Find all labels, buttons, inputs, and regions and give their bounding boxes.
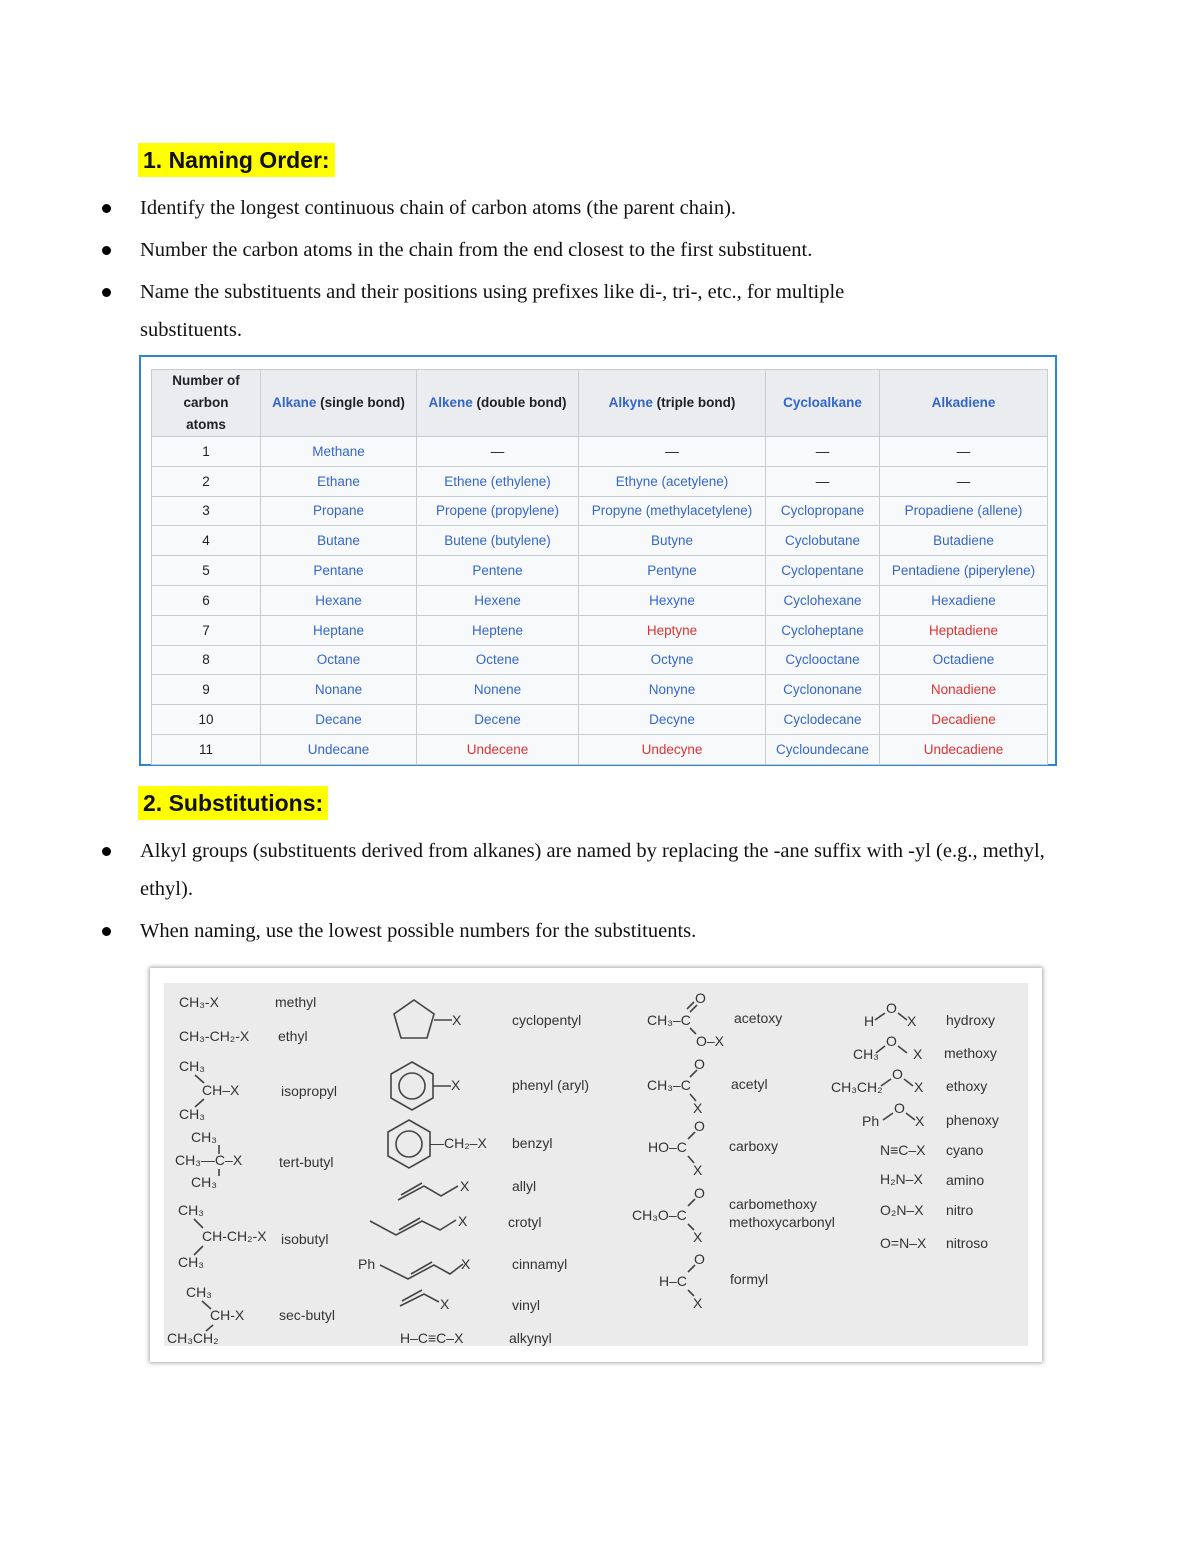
list-item: Number the carbon atoms in the chain from the end closest to the first substituent. [0,231,1100,269]
list-item: Name the substituents and their positions using prefixes like di-, tri-, etc., for multiple substituents. [0,273,1100,349]
formula-ethoxy-o: O [892,1066,903,1082]
substitutions-list [0,832,1100,950]
table-row [152,556,1048,586]
table-row [152,466,1048,496]
table-row [152,437,1048,467]
label-carboxy: carboxy [729,1138,779,1154]
table-row [152,585,1048,615]
compound-link-cell[interactable]: Pentadiene (piperylene) [880,556,1048,586]
formula-isobutyl-ch3-bottom: CH₃ [178,1254,204,1270]
compound-link-cell[interactable]: Decadiene [880,705,1048,735]
formula-carbomethoxy-core: CH₃O–C [632,1207,687,1223]
compound-link-cell[interactable]: Butyne [579,526,766,556]
formula-acetyl-x: X [693,1100,703,1116]
formula-phenoxy-x: X [915,1113,925,1129]
table-row [152,645,1048,675]
carbon-count-cell: 4 [152,526,261,556]
formula-nitroso: O=N–X [880,1235,927,1251]
compound-link-cell[interactable]: Cyclopentane [766,556,880,586]
table-row [152,705,1048,735]
compound-link-cell[interactable]: Hexene [417,585,579,615]
formula-tbutyl-ch3-bottom: CH₃ [191,1174,217,1190]
compound-link-cell[interactable]: Ethene (ethylene) [417,466,579,496]
list-item: When naming, use the lowest possible numbers for the substituents. [0,912,1100,950]
label-methoxy: methoxy [944,1045,997,1061]
compound-link-cell[interactable]: Undecadiene [880,734,1048,764]
label-phenoxy: phenoxy [946,1112,999,1128]
formula-benzyl: —CH₂–X [430,1135,487,1151]
formula-methoxy-ch3: CH₃ [853,1046,879,1062]
formula-ethoxy-x: X [914,1079,924,1095]
empty-cell: — [880,437,1048,467]
formula-hydroxy-h: H [864,1013,875,1029]
aromatic-circle-icon [396,1131,422,1157]
header-alkene: Alkene (double bond) [417,370,579,437]
compound-link-cell[interactable]: Decene [417,705,579,735]
compound-link-cell[interactable]: Heptadiene [880,615,1048,645]
double-bond-line [688,1199,695,1206]
formula-isobutyl-ch: CH-CH₂-X [202,1228,267,1244]
formula-acetyl-o: O [694,1056,705,1072]
compound-link-cell[interactable]: Cycloundecane [766,734,880,764]
formula-carboxy-core: HO–C [648,1139,687,1155]
compound-link-cell[interactable]: Propadiene (allene) [880,496,1048,526]
formula-cyclopentyl-x: X [452,1012,462,1028]
formula-tbutyl-ch3-top: CH₃ [191,1129,217,1145]
cinnamyl-chain-icon [380,1264,463,1279]
formula-isopropyl-ch3-top: CH₃ [179,1058,205,1074]
compound-link-cell[interactable]: Heptyne [579,615,766,645]
formula-acetyl-core: CH₃–C [647,1077,691,1093]
formula-methoxy-x: X [913,1046,923,1062]
carbon-count-cell: 7 [152,615,261,645]
bond-line [898,1046,907,1053]
carbon-count-cell: 1 [152,437,261,467]
formula-formyl-o: O [694,1251,705,1267]
compound-link-cell[interactable]: Butadiene [880,526,1048,556]
double-bond-line [688,1132,695,1139]
label-formyl: formyl [730,1271,769,1287]
label-carbomethoxy: carbomethoxy [729,1196,817,1212]
label-nitro: nitro [946,1202,974,1218]
formula-isobutyl-ch3-top: CH₃ [178,1202,204,1218]
formula-formyl-core: H–C [659,1273,688,1289]
compound-link-cell[interactable]: Decyne [579,705,766,735]
carbon-count-cell: 6 [152,585,261,615]
compound-link-cell[interactable]: Nonyne [579,675,766,705]
compound-link-cell[interactable]: Octane [261,645,417,675]
formula-secbutyl-ch: CH-X [210,1307,245,1323]
formula-ethyl: CH₃-CH₂-X [179,1028,250,1044]
compound-link-cell[interactable]: Pentyne [579,556,766,586]
empty-cell: — [766,466,880,496]
compound-link-cell[interactable]: Pentene [417,556,579,586]
compound-link-cell[interactable]: Cyclobutane [766,526,880,556]
carbon-count-cell: 3 [152,496,261,526]
allyl-chain-icon [398,1186,458,1200]
formula-vinyl-x: X [440,1296,450,1312]
bullet-icon [102,204,111,213]
compound-link-cell[interactable]: Octene [417,645,579,675]
naming-order-list [0,189,1100,349]
carbon-count-cell: 11 [152,734,261,764]
table-row [152,734,1048,764]
formula-acetoxy-core: CH₃–C [647,1012,691,1028]
formula-nitro: O₂N–X [880,1202,924,1218]
bond-line [194,1219,203,1228]
compound-link-cell[interactable]: Hexadiene [880,585,1048,615]
compound-link-cell[interactable]: Ethyne (acetylene) [579,466,766,496]
label-acetyl: acetyl [731,1076,768,1092]
cyclopentane-ring-icon [394,1000,434,1038]
compound-link-cell[interactable]: Butene (butylene) [417,526,579,556]
empty-cell: — [880,466,1048,496]
bond-line [195,1075,204,1083]
table-row [152,496,1048,526]
bullet-icon [102,847,111,856]
compound-link-cell[interactable]: Propene (propylene) [417,496,579,526]
formula-carboxy-x: X [693,1162,703,1178]
formula-carbomethoxy-x: X [693,1229,703,1245]
header-alkadiene: Alkadiene [880,370,1048,437]
bond-line [906,1113,915,1120]
formula-methyl: CH₃-X [179,994,219,1010]
carbon-count-cell: 9 [152,675,261,705]
label-tert-butyl: tert-butyl [279,1154,334,1170]
formula-crotyl-x: X [458,1213,468,1229]
empty-cell: — [766,437,880,467]
label-cyano: cyano [946,1142,984,1158]
compound-link-cell[interactable]: Heptene [417,615,579,645]
carbon-count-cell: 10 [152,705,261,735]
compound-link-cell[interactable]: Cyclodecane [766,705,880,735]
carbon-naming-table [151,369,1048,765]
bond-line [904,1079,913,1086]
section-heading-naming-order: 1. Naming Order: [138,143,335,177]
formula-cyano: N≡C–X [880,1142,926,1158]
compound-link-cell[interactable]: Cycloheptane [766,615,880,645]
compound-link-cell[interactable]: Undecane [261,734,417,764]
compound-link-cell[interactable]: Ethane [261,466,417,496]
table-row [152,675,1048,705]
compound-link-cell[interactable]: Cyclohexane [766,585,880,615]
formula-alkynyl: H–C≡C–X [400,1330,464,1346]
compound-link-cell[interactable]: Pentane [261,556,417,586]
formula-hydroxy-x: X [907,1013,917,1029]
formula-ethoxy-ch3ch2: CH₃CH₂ [831,1079,883,1095]
bond-line [883,1113,893,1120]
compound-link-cell[interactable]: Nonane [261,675,417,705]
empty-cell: — [579,437,766,467]
formula-amino: H₂N–X [880,1171,923,1187]
compound-link-cell[interactable]: Cyclooctane [766,645,880,675]
formula-cinnamyl-ph: Ph [358,1256,376,1272]
formula-secbutyl-ch3ch2: CH₃CH₂ [167,1330,219,1346]
label-crotyl: crotyl [508,1214,542,1230]
compound-link-cell[interactable]: Undecyne [579,734,766,764]
label-nitroso: nitroso [946,1235,989,1251]
vinyl-chain-icon [400,1294,439,1306]
bond-line [202,1301,211,1309]
label-isopropyl: isopropyl [281,1083,338,1099]
table-row [152,615,1048,645]
compound-link-cell[interactable]: Heptane [261,615,417,645]
compound-link-cell[interactable]: Hexane [261,585,417,615]
formula-hydroxy-o: O [886,1000,897,1016]
compound-link-cell[interactable]: Decane [261,705,417,735]
bullet-icon [102,288,111,297]
bond-line [898,1013,907,1020]
formula-phenoxy-o: O [894,1100,905,1116]
label-allyl: allyl [512,1178,537,1194]
label-methyl: methyl [275,994,317,1010]
label-sec-butyl: sec-butyl [279,1307,336,1323]
formula-tbutyl-core: CH₃—C–X [175,1152,243,1168]
formula-formyl-x: X [693,1295,703,1311]
empty-cell: — [417,437,579,467]
benzene-ring-icon [391,1062,433,1110]
substituent-structures [150,968,1042,1362]
benzene-ring-icon [388,1120,430,1168]
formula-carbomethoxy-o: O [694,1185,705,1201]
formula-isopropyl-ch3-bottom: CH₃ [179,1106,205,1122]
label-ethyl: ethyl [278,1028,308,1044]
label-alkynyl: alkynyl [509,1330,552,1346]
bond-line [875,1013,885,1020]
formula-phenyl-x: X [451,1077,461,1093]
carbon-count-cell: 5 [152,556,261,586]
label-ethoxy: ethoxy [946,1078,988,1094]
compound-link-cell[interactable]: Methane [261,437,417,467]
label-isobutyl: isobutyl [281,1231,329,1247]
formula-acetoxy-o: O [695,990,706,1006]
compound-link-cell[interactable]: Octyne [579,645,766,675]
list-item: Identify the longest continuous chain of carbon atoms (the parent chain). [0,189,1100,227]
table-row [152,526,1048,556]
compound-link-cell[interactable]: Nonadiene [880,675,1048,705]
carbon-count-cell: 2 [152,466,261,496]
carbon-naming-table-frame [139,355,1057,766]
label-phenyl: phenyl (aryl) [512,1077,590,1093]
table-header-row [152,370,1048,437]
label-cinnamyl: cinnamyl [512,1256,568,1272]
compound-link-cell[interactable]: Cyclononane [766,675,880,705]
label-acetoxy: acetoxy [734,1010,783,1026]
bullet-icon [102,927,111,936]
bullet-icon [102,246,111,255]
header-cycloalkane: Cycloalkane [766,370,880,437]
label-benzyl: benzyl [512,1135,553,1151]
formula-secbutyl-ch3: CH₃ [186,1284,212,1300]
compound-link-cell[interactable]: Hexyne [579,585,766,615]
formula-phenoxy-ph: Ph [862,1113,880,1129]
compound-link-cell[interactable]: Butane [261,526,417,556]
compound-link-cell[interactable]: Undecene [417,734,579,764]
label-vinyl: vinyl [512,1297,541,1313]
compound-link-cell[interactable]: Nonene [417,675,579,705]
formula-acetoxy-ox: O–X [696,1033,725,1049]
double-bond-line [688,1265,695,1272]
formula-methoxy-o: O [886,1033,897,1049]
compound-link-cell[interactable]: Octadiene [880,645,1048,675]
header-alkane: Alkane (single bond) [261,370,417,437]
header-alkyne: Alkyne (triple bond) [579,370,766,437]
carbon-count-cell: 8 [152,645,261,675]
formula-isopropyl-ch: CH–X [202,1082,240,1098]
formula-cinnamyl-x: X [461,1256,471,1272]
label-cyclopentyl: cyclopentyl [512,1012,582,1028]
compound-link-cell[interactable]: Cyclopropane [766,496,880,526]
list-item: Alkyl groups (substituents derived from alkanes) are named by replacing the -ane suffix with -yl (e.g., methyl, ethyl). [0,832,1100,908]
label-hydroxy: hydroxy [946,1012,996,1028]
aromatic-circle-icon [399,1073,425,1099]
compound-link-cell[interactable]: Propane [261,496,417,526]
header-carbon-count: Number of carbon atoms [152,370,261,437]
section-heading-substitutions: 2. Substitutions: [138,786,328,820]
compound-link-cell[interactable]: Propyne (methylacetylene) [579,496,766,526]
formula-carboxy-o: O [694,1118,705,1134]
substituent-groups-figure [150,968,1042,1362]
label-methoxycarbonyl: methoxycarbonyl [729,1214,835,1230]
formula-allyl-x: X [460,1178,470,1194]
label-amino: amino [946,1172,985,1188]
